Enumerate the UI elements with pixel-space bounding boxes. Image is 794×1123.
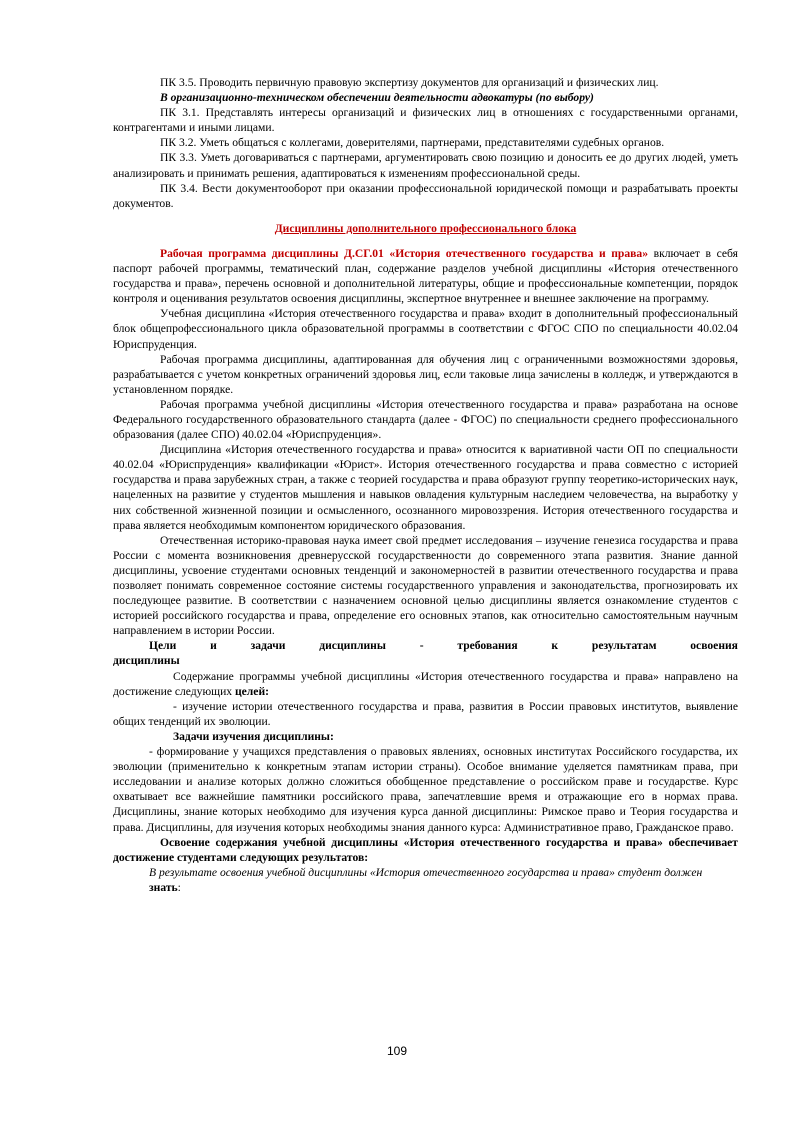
competency-pk-3-2: ПК 3.2. Уметь общаться с коллегами, доверителями, партнерами, представителями судебных органов. [160,136,665,150]
program-intro-paragraph [113,246,738,306]
competency-pk-3-5: ПК 3.5. Проводить первичную правовую экспертизу документов для организаций и физических лиц. [160,76,659,89]
paragraph-tasks: - формирование у учащихся представления о правовых явлениях, основных институтах Российского государства, их эволюции (применительно к конкретным этапам истории страны). Особое внимание уделяется памятникам права, при исследовании и анализе которых должно сложиться обобщенное представление о российском праве и государстве. Курс охватывает все важнейшие памятники российского права, запечатлевшие время и отражающие его в нормах права. Дисциплины, знание которых необходимо для изучения курса данной дисциплины: Римское право и Теория государства и права. Дисциплины, для изучения которых необходимы знания данного курса: Административное право, Гражданское право. [113,745,738,834]
page-body [113,75,738,895]
competency-pk-3-1: ПК 3.1. Представлять интересы организаций и физических лиц в отношениях с государственными органами, контрагентами и иными лицами. [113,106,738,135]
program-intro-text: включает в себя паспорт рабочей программы, тематический план, содержание разделов учебной дисциплины «История отечественного государства и права», перечень основной и дополнительной литературы, общие и профессиональные компетенции, порядок контроля и оценивания результатов освоения дисциплины, экспертное внутреннее и внешнее заключение на программу. [113,246,738,306]
section-heading: Дисциплины дополнительного профессионального блока [274,221,577,235]
paragraph-science-subject: Отечественная историко-правовая наука имеет свой предмет исследования – изучение генезиса государства и права России с момента возникновения древнерусской государственности до современного этапа развития. Знание данной дисциплины, усвоение студентами основных тенденций и закономерностей в развитии отечественного государства и права позволяет понимать современное состояние системы государственного управления и законодательства, прогнозировать их последующее развитие. В соответствии с назначением основной целью дисциплины является ознакомление студентов с историей российского государства и права, определение его основных этапов, как относительно самостоятельным научным направлением в истории России. [113,533,738,638]
subsection-title: В организационно-техническом обеспечении деятельности адвокатуры (по выбору) [160,91,594,105]
competency-pk-3-3: ПК 3.3. Уметь договариваться с партнерами, аргументировать свою позицию и доносить ее до других людей, уметь анализировать и принимать решения, адаптироваться к изменениям профессиональной среды. [113,151,738,180]
tasks-heading: Задачи изучения дисциплины: [173,729,334,743]
goals-heading-tail: дисциплины [113,654,180,668]
know-label: знать: [149,880,181,894]
paragraph-goals: Содержание программы учебной дисциплины «История отечественного государства и права» направлено на достижение следующих целей: [113,669,738,698]
goals-heading: Цели и задачи дисциплины - требования к результатам освоения [149,639,738,653]
section-heading-block [113,221,738,236]
page-number: 109 [386,1044,408,1058]
paragraph-discipline-block: Учебная дисциплина «История отечественного государства и права» входит в дополнительный профессиональный блок общепрофессионального цикла образовательной программы в соответствии с ФГОС СПО по специальности 40.02.04 Юриспруденция. [113,307,738,351]
results-heading: Освоение содержания учебной дисциплины «История отечественного государства и права» обеспечивает достижение студентами следующих результатов: [113,835,738,864]
program-title: Рабочая программа дисциплины Д.СГ.01 «История отечественного государства и права» [160,246,649,260]
results-intro: В результате освоения учебной дисциплины «История отечественного государства и права» студент должен [149,865,703,879]
competency-pk-3-4: ПК 3.4. Вести документооборот при оказании профессиональной юридической помощи и разрабатывать проекты документов. [113,181,738,210]
paragraph-adapted-program: Рабочая программа дисциплины, адаптированная для обучения лиц с ограниченными возможностями здоровья, разрабатывается с учетом конкретных ограничений здоровья лиц, если таковые лица зачислены в колледж, и утверждаются в установленном порядке. [113,352,738,396]
paragraph-fgos-basis: Рабочая программа учебной дисциплины «История отечественного государства и права» разработана на основе Федерального государственного образовательного стандарта (далее - ФГОС) по специальности среднего профессионального образования (далее СПО) 40.02.04 «Юриспруденция». [113,397,738,442]
paragraph-goal-item: - изучение истории отечественного государства и права, развития в России правовых институтов, выявление общих тенденций их эволюции. [113,699,738,728]
paragraph-discipline-role: Дисциплина «История отечественного государства и права» относится к вариативной части ОП по специальности 40.02.04 «Юриспруденция» квалификации «Юрист». История отечественного государства и права совместно с историей государства и права зарубежных стран, а также с теорией государства и права образуют группу теоретико-исторических наук, нацеленных на развитие у студентов мышления и навыков овладения культурным наследием человечества, на выработку у них собственной жизненной позиции и осмысленного, осознанного мировоззрения. История отечественного государства и права является необходимым компонентом юридического образования. [113,443,738,532]
